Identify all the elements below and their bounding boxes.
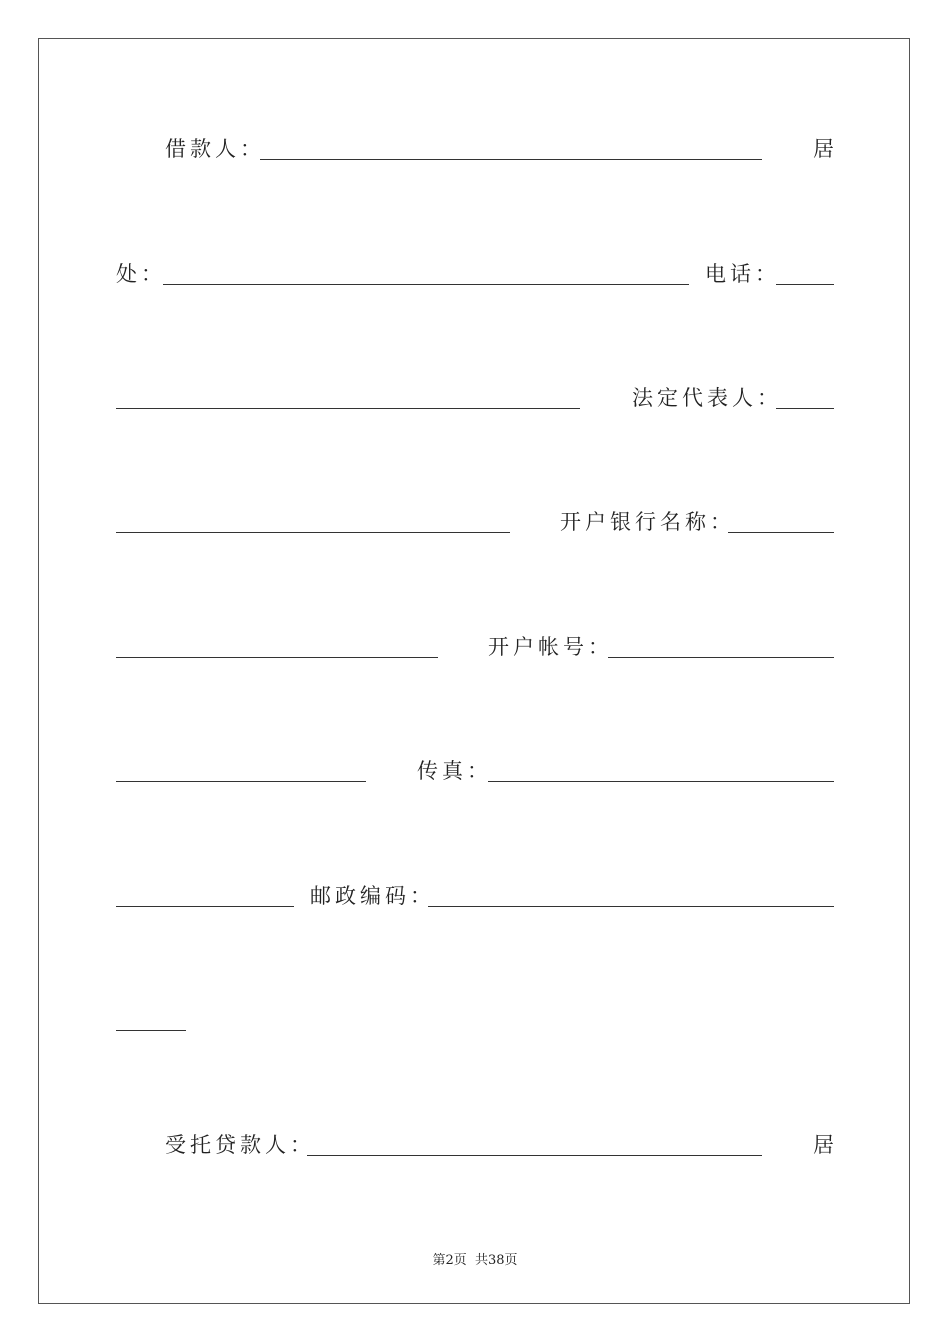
residence-field[interactable] (163, 284, 689, 285)
bank-name-label: 开户银行名称： (560, 510, 735, 534)
legal-rep-field[interactable] (776, 408, 834, 409)
fax-field-continued[interactable] (116, 906, 294, 907)
legal-rep-label: 法定代表人： (632, 386, 782, 410)
bank-name-field-continued[interactable] (116, 657, 438, 658)
borrower-label: 借款人： (165, 137, 265, 161)
page-footer (0, 1249, 950, 1268)
postcode-field-continued[interactable] (116, 1030, 186, 1031)
legal-rep-field-continued[interactable] (116, 532, 510, 533)
page-number: 第2页 (432, 1253, 467, 1268)
residence-label: 处： (116, 262, 166, 286)
page-total: 共38页 (474, 1253, 518, 1268)
trustee-residence-char: 居 (813, 1133, 838, 1157)
postcode-field[interactable] (428, 906, 834, 907)
page-border (38, 38, 910, 1304)
phone-field[interactable] (776, 284, 834, 285)
residence-char: 居 (813, 137, 838, 161)
trustee-label: 受托贷款人： (165, 1133, 315, 1157)
account-field[interactable] (608, 657, 834, 658)
trustee-field[interactable] (307, 1155, 762, 1156)
account-field-continued[interactable] (116, 781, 366, 782)
phone-field-continued[interactable] (116, 408, 580, 409)
borrower-field[interactable] (260, 159, 762, 160)
account-label: 开户帐号： (488, 635, 613, 659)
phone-label: 电话： (705, 262, 780, 286)
postcode-label: 邮政编码： (310, 884, 435, 908)
fax-field[interactable] (488, 781, 834, 782)
fax-label: 传真： (417, 759, 492, 783)
bank-name-field[interactable] (728, 532, 834, 533)
